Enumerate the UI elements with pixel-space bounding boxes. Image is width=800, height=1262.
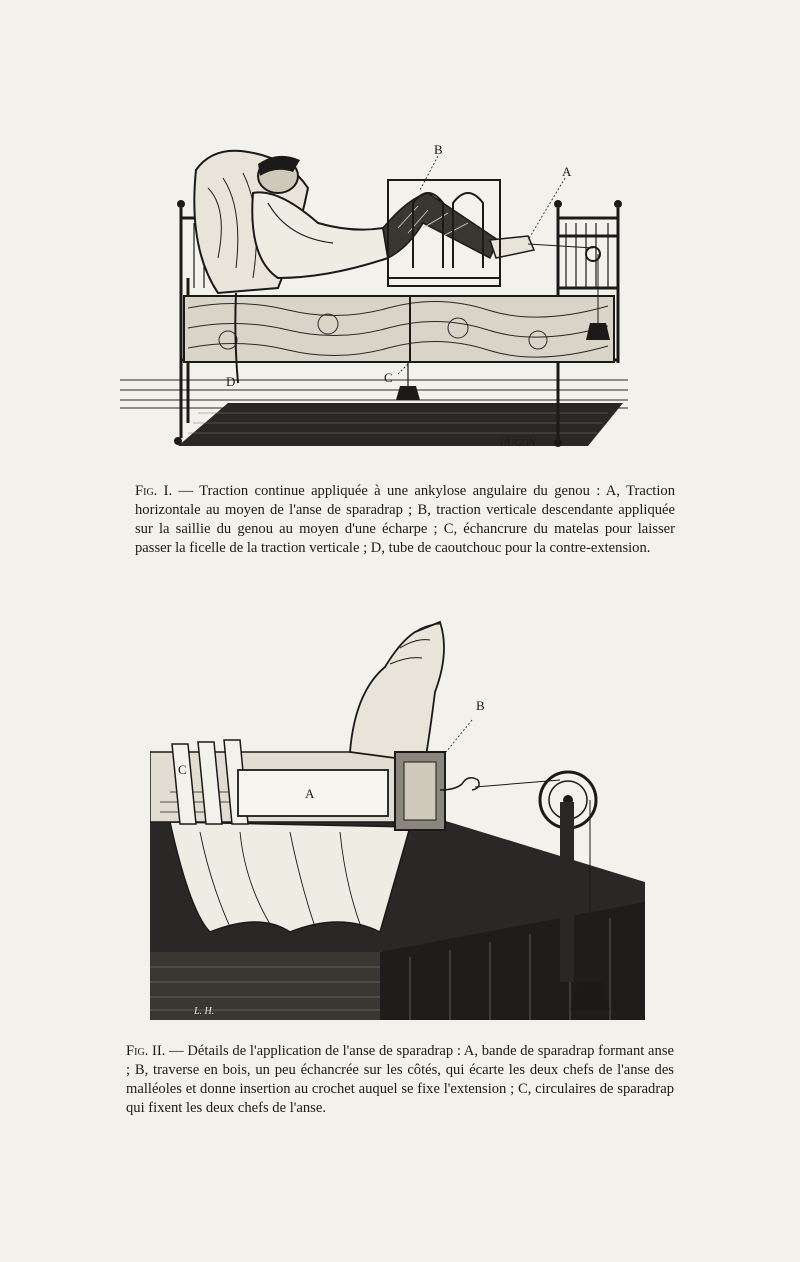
figure-1-caption bbox=[135, 482, 675, 558]
figure-2-label-a: A bbox=[305, 786, 315, 801]
figure-1-number: Fig. I. bbox=[135, 483, 173, 499]
figure-1-caption-text: — Traction continue appliquée à une ankylose angulaire du genou : A, Traction horizontale au moyen de l'anse de sparadrap ; B, traction verticale descendante appliquée sur la saillie du genou au moyen d'une écharpe ; C, échancrure du matelas pour laisser passer la ficelle de la traction verticale ; D, tube de caoutchouc pour la contre-extension. bbox=[135, 483, 675, 556]
figure-2-engraving bbox=[150, 612, 650, 1030]
traction-weight bbox=[586, 323, 610, 340]
figure-2-caption bbox=[126, 1042, 674, 1118]
circular-strapping bbox=[172, 740, 248, 824]
traction-cord bbox=[528, 244, 593, 248]
patient-foot bbox=[490, 236, 534, 258]
figure-2-caption-text: — Détails de l'application de l'anse de sparadrap : A, bande de sparadrap formant anse ; B, traverse en bois, un peu échancrée sur les côtés, qui écarte les deux chefs de l'anse des malléoles et donne insertion au crochet auquel se fixe l'extension ; C, circulaires de sparadrap qui fixent les deux chefs de l'anse. bbox=[126, 1043, 674, 1116]
mattress bbox=[184, 296, 614, 362]
figure-2-engraver-signature: L. H. bbox=[194, 1006, 215, 1017]
foot bbox=[350, 622, 444, 762]
figure-1-engraver-signature: HUGON bbox=[500, 438, 536, 449]
figure-1-label-d: D bbox=[226, 374, 236, 389]
crossbar-notch bbox=[404, 762, 436, 820]
figure-1-engraving bbox=[118, 128, 648, 463]
figure-2-number: Fig. II. bbox=[126, 1043, 166, 1059]
patient-torso bbox=[252, 192, 388, 278]
figure-2-label-b: B bbox=[476, 698, 485, 713]
figure-1-label-c: C bbox=[384, 370, 393, 385]
figure-1-label-b: B bbox=[434, 142, 443, 157]
pulley-post bbox=[560, 802, 574, 982]
figure-2-label-c: C bbox=[178, 762, 187, 777]
drapery bbox=[170, 822, 410, 932]
figure-2-illustration bbox=[150, 612, 650, 1030]
vertical-weight bbox=[396, 386, 420, 400]
figure-1-label-a: A bbox=[562, 164, 572, 179]
figure-1-illustration bbox=[118, 128, 648, 463]
label-b-leader bbox=[446, 720, 472, 752]
